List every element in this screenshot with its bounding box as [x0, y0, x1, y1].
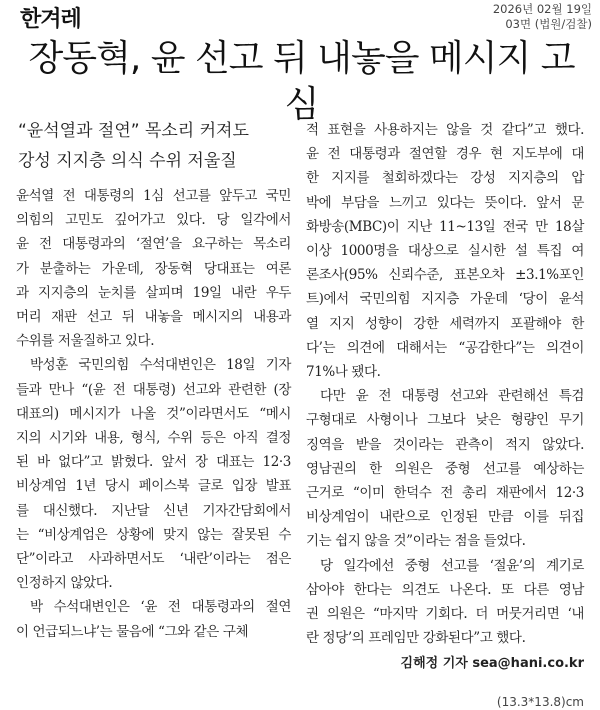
article-line: 근거로 “이미 한덕수 전 총리 재판에서 12·3	[306, 485, 584, 502]
article-line: 론조사(95% 신뢰수준, 표본오차 ±3.1%포인	[306, 267, 584, 284]
article-line: 기는 쉽지 않을 것”이라는 점을 들었다.	[306, 533, 526, 550]
article-line: 과 지지층의 눈치를 살피며 19일 내란 우두	[16, 284, 291, 301]
article-line: 수위를 저울질하고 있다.	[16, 333, 155, 350]
article-line: 이 언급되느냐’는 물음에 “그와 같은 구체	[16, 623, 249, 640]
article-line: 권 의원은 “마지막 기회다. 더 머뭇거리면 ‘내	[306, 606, 584, 623]
newspaper-logo: 한겨레	[20, 7, 81, 32]
article-line: 인정하지 않았다.	[16, 575, 113, 592]
article-line: 된 바 없다”고 밝혔다. 앞서 장 대표는 12·3	[16, 454, 291, 471]
article-line: 박 수석대변인은 ‘윤 전 대통령과의 절연	[30, 599, 291, 616]
article-line: 는 “비상계엄은 상황에 맞지 않는 잘못된 수	[16, 526, 291, 543]
article-line: 이상 1000명을 대상으로 실시한 설 특집 여	[306, 243, 584, 260]
headline: 장동혁, 윤 선고 뒤 내놓을 메시지 고심	[28, 38, 575, 125]
publication-meta	[493, 2, 592, 32]
article-line: 지의 시기와 내용, 형식, 수위 등은 아직 결정	[16, 430, 291, 447]
article-line: 다만 윤 전 대통령 선고와 관련해선 특검	[320, 388, 584, 405]
article-line: 당 일각에선 중형 선고를 ‘절윤’의 계기로	[320, 557, 584, 574]
article-line: 머리 재판 선고 뒤 내놓을 메시지의 내용과	[16, 309, 291, 326]
article-line: 한 지지를 철회하겠다는 강성 지지층의 압	[306, 170, 584, 187]
article-line: 적 표현을 사용하지는 않을 것 같다”고 했다.	[306, 122, 584, 138]
publication-date: 2026년 02월 19일	[492, 2, 592, 16]
article-lines	[306, 118, 584, 650]
article-column-left	[16, 184, 291, 644]
article-line: 징역을 받을 것이라는 관측이 적지 않았다.	[306, 436, 584, 453]
article-line: 대표의) 메시지가 나올 것”이라면서도 “메시	[16, 405, 291, 422]
article-column-right	[306, 118, 584, 710]
page-section: 03면 (법원/검찰)	[505, 17, 592, 31]
article-line: 트)에서 국민의힘 지지층 가운데 ‘당이 윤석	[306, 291, 584, 308]
article-line: 윤 전 대통령과의 ‘절연’을 요구하는 목소리	[16, 236, 291, 253]
article-dimensions: (13.3*13.8)cm	[496, 695, 584, 710]
article-line: 윤석열 전 대통령의 1심 선고를 앞두고 국민	[16, 188, 291, 204]
article-line: 를 대신했다. 지난달 신년 기자간담회에서	[16, 502, 291, 519]
article-line: 의힘의 고민도 깊어가고 있다. 당 일각에서	[16, 212, 291, 229]
article-line: 화방송(MBC)이 지난 11~13일 전국 만 18살	[306, 218, 584, 235]
article-line: 단”이라고 사과하면서도 ‘내란’이라는 점은	[16, 551, 291, 568]
article-line: 박에 부담을 느끼고 있다는 뜻이다. 앞서 문	[306, 194, 584, 211]
subheadline-line: “윤석열과 절연” 목소리 커져도	[18, 121, 249, 141]
article-line: 삼아야 한다는 의견도 나온다. 또 다른 영남	[306, 581, 584, 598]
subheadline-line: 강성 지지층 의식 수위 저울질	[18, 151, 237, 171]
article-line: 윤 전 대통령과 절연할 경우 현 지도부에 대	[306, 146, 584, 163]
article-line: 들과 만나 “(윤 전 대통령) 선고와 관련한 (장	[16, 381, 291, 398]
article-line: 다’는 의견에 대해서는 “공감한다”는 의견이	[306, 339, 584, 356]
article-line: 71%나 됐다.	[306, 364, 381, 381]
article-line: 영남권의 한 의원은 중형 선고를 예상하는	[306, 460, 584, 477]
article-line: 구형대로 사형이나 그보다 낮은 형량인 무기	[306, 412, 584, 429]
article-line: 비상계엄 1년 당시 페이스북 글로 입장 발표	[16, 478, 291, 495]
article-line: 가 분출하는 가운데, 장동혁 당대표는 여론	[16, 260, 291, 277]
subheadline	[18, 116, 290, 176]
byline: 김해정 기자 sea@hani.co.kr	[400, 656, 584, 672]
article-line: 란 정당’의 프레임만 강화된다”고 했다.	[306, 630, 526, 647]
article-line: 박성훈 국민의힘 수석대변인은 18일 기자	[30, 357, 291, 374]
article-line: 열 지지 성향이 강한 세력까지 포괄해야 한	[306, 315, 584, 332]
article-line: 비상계엄이 내란으로 인정된 만큼 이를 뒤집	[306, 509, 584, 526]
